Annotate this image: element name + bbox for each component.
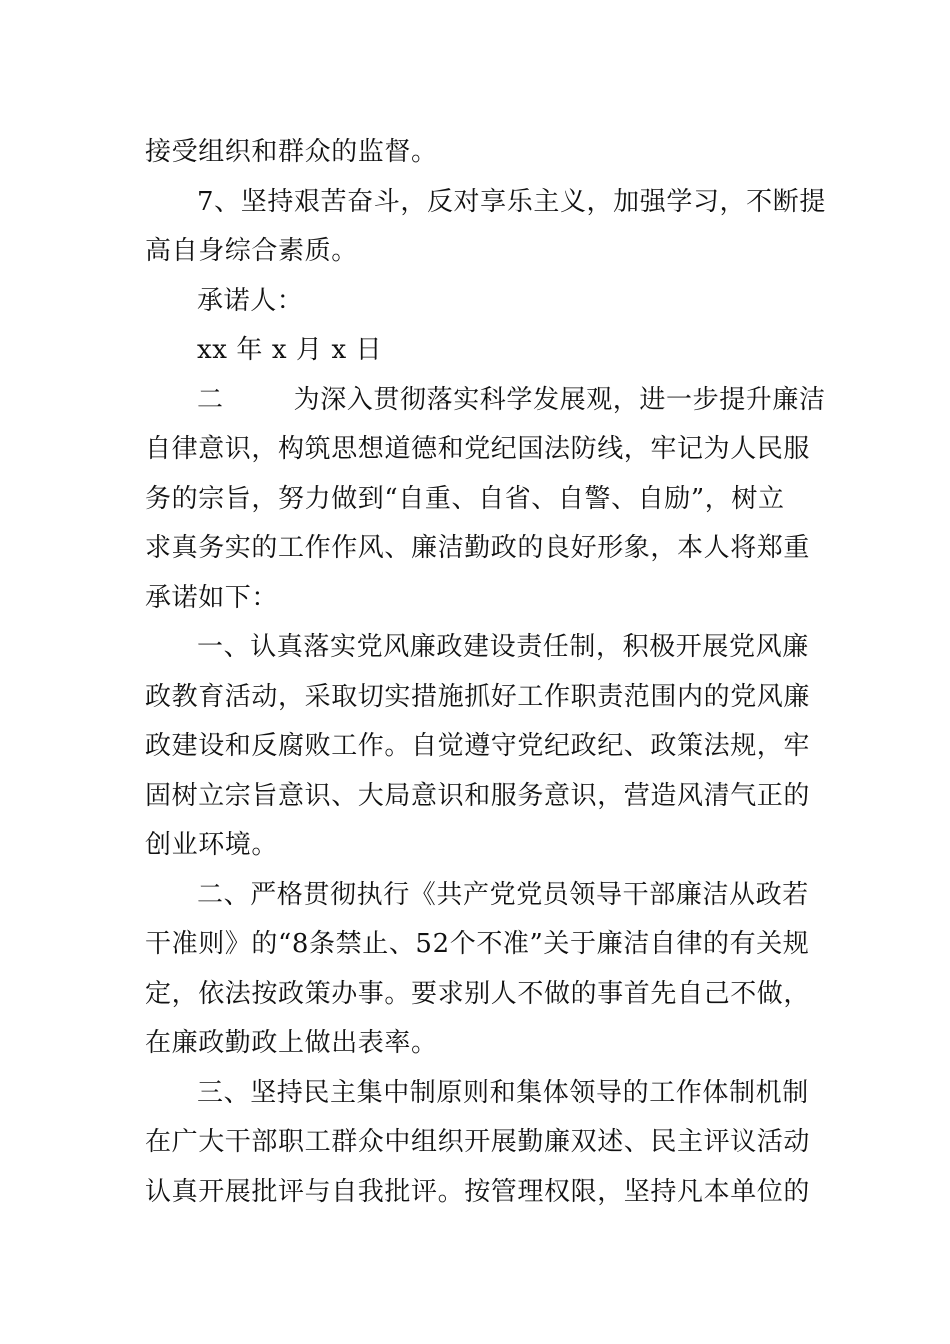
text-line: 创业环境。 [145, 830, 279, 860]
text-line: 接受组织和群众的监督。 [145, 137, 438, 167]
text-line: 干准则》的“8条禁止、52个不准”关于廉洁自律的有关规 [145, 929, 810, 959]
text-line: 在广大干部职工群众中组织开展勤廉双述、民主评议活动 [145, 1127, 811, 1157]
text-line: 求真务实的工作作风、廉洁勤政的良好形象，本人将郑重 [145, 533, 811, 563]
text-line: 为深入贯彻落实科学发展观，进一步提升廉洁 [293, 384, 826, 415]
text-line: 固树立宗旨意识、大局意识和服务意识，营造风清气正的 [145, 780, 811, 811]
text-line: 认真开展批评与自我批评。按管理权限，坚持凡本单位的 [145, 1176, 811, 1207]
text-line: 7、坚持艰苦奋斗，反对享乐主义，加强学习，不断提 [197, 186, 826, 217]
date-line: xx 年 x 月 x 日 [197, 335, 383, 365]
text-line: 高自身综合素质。 [145, 236, 358, 266]
document-body [145, 128, 826, 1217]
section-number: 二 [197, 384, 224, 415]
text-line: 承诺如下： [145, 582, 279, 613]
text-line: 政建设和反腐败工作。自觉遵守党纪政纪、政策法规，牢 [145, 731, 811, 761]
text-line: 务的宗旨，努力做到“自重、自省、自警、自励”，树立 [145, 483, 785, 514]
text-line: 定，依法按政策办事。要求别人不做的事首先自己不做， [145, 978, 811, 1009]
text-line: 一、认真落实党风廉政建设责任制，积极开展党风廉 [197, 632, 809, 662]
text-line: 政教育活动，采取切实措施抓好工作职责范围内的党风廉 [145, 681, 811, 712]
text-line: 在廉政勤政上做出表率。 [145, 1028, 438, 1058]
text-line: 二、严格贯彻执行《共产党党员领导干部廉洁从政若 [197, 879, 809, 910]
section-heading-line [145, 376, 826, 426]
signature-label: 承诺人： [197, 285, 304, 316]
text-line: 自律意识，构筑思想道德和党纪国法防线，牢记为人民服 [145, 434, 811, 464]
text-line: 三、坚持民主集中制原则和集体领导的工作体制机制 [197, 1077, 809, 1108]
